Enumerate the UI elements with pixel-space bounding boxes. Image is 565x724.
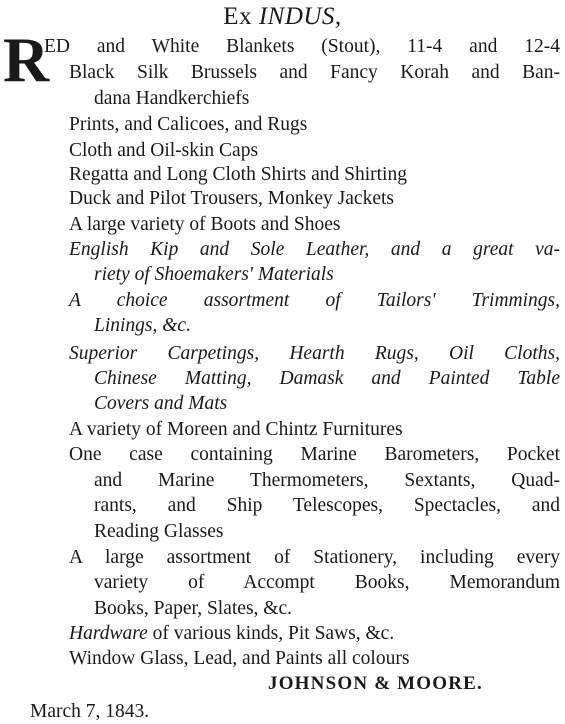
list-item: A large assortment of Stationery, including every — [69, 547, 560, 568]
list-item: dana Handkerchiefs — [94, 88, 250, 109]
list-item: Reading Glasses — [94, 521, 224, 542]
list-item-roman-part: of various kinds, Pit Saws, &c. — [147, 623, 395, 644]
advertisement-date: March 7, 1843. — [30, 701, 150, 722]
list-item: Regatta and Long Cloth Shirts and Shirting — [69, 164, 407, 185]
list-item: English Kip and Sole Leather, and a great va- — [69, 239, 560, 260]
list-item: riety of Shoemakers' Materials — [94, 264, 334, 285]
list-item: variety of Accompt Books, Memorandum — [94, 572, 560, 593]
list-item: A large variety of Boots and Shoes — [69, 214, 341, 235]
list-item: Books, Paper, Slates, &c. — [94, 598, 292, 619]
list-item: rants, and Ship Telescopes, Spectacles, and — [94, 495, 560, 516]
list-item: Prints, and Calicoes, and Rugs — [69, 114, 308, 135]
merchant-signature: JOHNSON & MOORE. — [268, 673, 484, 694]
list-item: Cloth and Oil-skin Caps — [69, 140, 259, 161]
list-item: Black Silk Brussels and Fancy Korah and Ban- — [69, 62, 560, 83]
list-item: A choice assortment of Tailors' Trimmings, — [69, 290, 560, 311]
list-item: Superior Carpetings, Hearth Rugs, Oil Cloths, — [69, 343, 560, 364]
list-item-italic-part: Hardware — [69, 623, 148, 644]
list-item: Window Glass, Lead, and Paints all colours — [69, 648, 410, 669]
list-item: Chinese Matting, Damask and Painted Table — [94, 368, 560, 389]
list-item: Covers and Mats — [94, 393, 228, 414]
heading-ship-name: INDUS, — [258, 3, 342, 30]
list-item: Duck and Pilot Trousers, Monkey Jackets — [69, 188, 394, 209]
list-item: and Marine Thermometers, Sextants, Quad- — [94, 470, 560, 491]
list-item — [69, 622, 394, 646]
drop-cap-letter: R — [3, 24, 50, 95]
list-item: One case containing Marine Barometers, Pocket — [69, 444, 560, 465]
heading-prefix: Ex — [223, 3, 253, 30]
list-item: Linings, &c. — [94, 315, 191, 336]
list-item: A variety of Moreen and Chintz Furnitures — [69, 419, 403, 440]
list-item: ED and White Blankets (Stout), 11-4 and 12-4 — [44, 36, 560, 57]
advertisement-heading — [0, 2, 565, 32]
